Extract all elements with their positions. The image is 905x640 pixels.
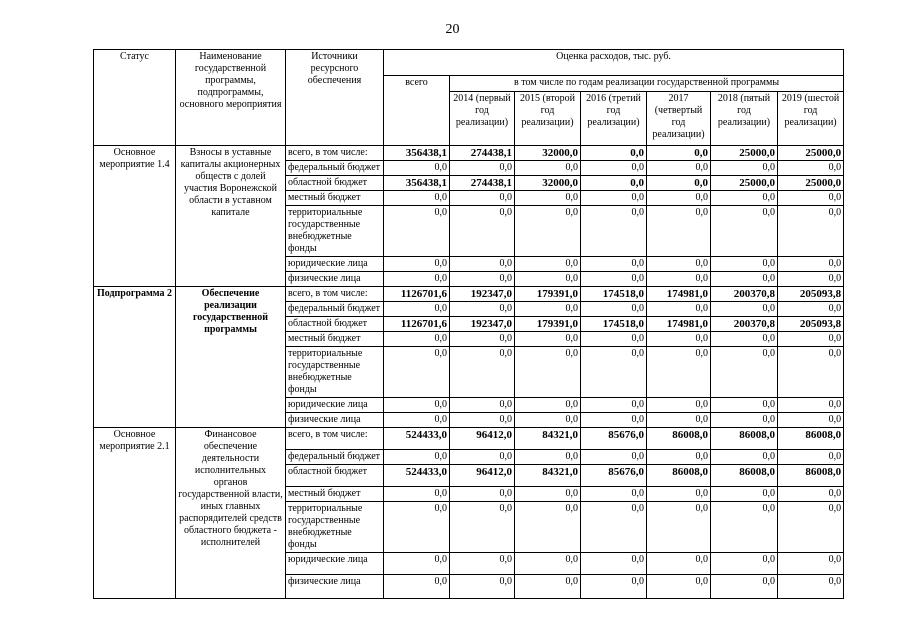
year-value-cell: 0,0 [778, 502, 844, 553]
year-value-cell: 0,0 [647, 206, 711, 257]
year-value-cell: 0,0 [711, 450, 778, 465]
total-value-cell: 356438,1 [384, 176, 450, 191]
year-value-cell: 0,0 [581, 575, 647, 599]
year-value-cell: 174981,0 [647, 317, 711, 332]
page-number: 20 [445, 22, 460, 37]
total-value-cell: 0,0 [384, 302, 450, 317]
year-value-cell: 32000,0 [515, 146, 581, 161]
year-value-cell: 0,0 [450, 347, 515, 398]
table-row [94, 287, 844, 302]
year-value-cell: 0,0 [515, 575, 581, 599]
total-value-cell: 0,0 [384, 575, 450, 599]
total-value-cell: 0,0 [384, 206, 450, 257]
year-value-cell: 0,0 [450, 553, 515, 575]
total-value-cell: 0,0 [384, 257, 450, 272]
year-value-cell: 0,0 [647, 347, 711, 398]
year-value-cell: 0,0 [581, 487, 647, 502]
header-name: Наименование государственной программы, подпрограммы, основного мероприятия [176, 50, 286, 146]
year-value-cell: 0,0 [581, 161, 647, 176]
year-value-cell: 0,0 [515, 332, 581, 347]
year-value-cell: 174981,0 [647, 287, 711, 302]
table-body [94, 50, 844, 599]
year-value-cell: 174518,0 [581, 317, 647, 332]
header-year-2019: 2019 (шестой год реализации) [778, 92, 844, 146]
year-value-cell: 0,0 [515, 487, 581, 502]
total-value-cell: 0,0 [384, 502, 450, 553]
total-value-cell: 0,0 [384, 450, 450, 465]
year-value-cell: 0,0 [647, 161, 711, 176]
source-cell: юридические лица [286, 257, 384, 272]
year-value-cell: 179391,0 [515, 317, 581, 332]
total-value-cell: 1126701,6 [384, 287, 450, 302]
status-cell: Основное мероприятие 2.1 [94, 428, 176, 599]
source-cell: территориальные государственные внебюджетные фонды [286, 502, 384, 553]
total-value-cell: 0,0 [384, 553, 450, 575]
year-value-cell: 86008,0 [647, 465, 711, 487]
year-value-cell: 0,0 [647, 332, 711, 347]
year-value-cell: 0,0 [711, 398, 778, 413]
year-value-cell: 25000,0 [778, 176, 844, 191]
year-value-cell: 0,0 [647, 487, 711, 502]
year-value-cell: 0,0 [778, 206, 844, 257]
year-value-cell: 0,0 [778, 553, 844, 575]
total-value-cell: 0,0 [384, 487, 450, 502]
year-value-cell: 0,0 [647, 191, 711, 206]
header-year-2015: 2015 (второй год реализации) [515, 92, 581, 146]
year-value-cell: 0,0 [450, 257, 515, 272]
year-value-cell: 0,0 [450, 272, 515, 287]
year-value-cell: 0,0 [647, 272, 711, 287]
year-value-cell: 0,0 [581, 332, 647, 347]
year-value-cell: 0,0 [581, 347, 647, 398]
year-value-cell: 0,0 [711, 257, 778, 272]
year-value-cell: 0,0 [450, 332, 515, 347]
year-value-cell: 0,0 [711, 332, 778, 347]
year-value-cell: 0,0 [711, 553, 778, 575]
source-cell: местный бюджет [286, 332, 384, 347]
year-value-cell: 0,0 [515, 302, 581, 317]
year-value-cell: 274438,1 [450, 176, 515, 191]
year-value-cell: 0,0 [515, 191, 581, 206]
year-value-cell: 0,0 [515, 450, 581, 465]
source-cell: юридические лица [286, 553, 384, 575]
year-value-cell: 86008,0 [711, 428, 778, 450]
year-value-cell: 179391,0 [515, 287, 581, 302]
year-value-cell: 0,0 [711, 347, 778, 398]
source-cell: территориальные государственные внебюджетные фонды [286, 206, 384, 257]
year-value-cell: 0,0 [581, 191, 647, 206]
total-value-cell: 524433,0 [384, 465, 450, 487]
total-value-cell: 0,0 [384, 332, 450, 347]
source-cell: всего, в том числе: [286, 428, 384, 450]
year-value-cell: 205093,8 [778, 287, 844, 302]
year-value-cell: 0,0 [450, 161, 515, 176]
year-value-cell: 0,0 [581, 398, 647, 413]
year-value-cell: 174518,0 [581, 287, 647, 302]
year-value-cell: 0,0 [778, 272, 844, 287]
year-value-cell: 85676,0 [581, 428, 647, 450]
year-value-cell: 0,0 [515, 257, 581, 272]
year-value-cell: 0,0 [581, 206, 647, 257]
year-value-cell: 85676,0 [581, 465, 647, 487]
year-value-cell: 0,0 [778, 413, 844, 428]
source-cell: территориальные государственные внебюджетные фонды [286, 347, 384, 398]
total-value-cell: 524433,0 [384, 428, 450, 450]
year-value-cell: 25000,0 [711, 146, 778, 161]
year-value-cell: 0,0 [778, 450, 844, 465]
source-cell: местный бюджет [286, 487, 384, 502]
year-value-cell: 0,0 [515, 206, 581, 257]
year-value-cell: 0,0 [711, 302, 778, 317]
source-cell: федеральный бюджет [286, 302, 384, 317]
year-value-cell: 0,0 [711, 413, 778, 428]
year-value-cell: 0,0 [581, 553, 647, 575]
year-value-cell: 32000,0 [515, 176, 581, 191]
year-value-cell: 0,0 [581, 413, 647, 428]
year-value-cell: 0,0 [778, 257, 844, 272]
year-value-cell: 0,0 [450, 413, 515, 428]
year-value-cell: 0,0 [450, 191, 515, 206]
source-cell: местный бюджет [286, 191, 384, 206]
year-value-cell: 192347,0 [450, 317, 515, 332]
header-sources: Источники ресурсного обеспечения [286, 50, 384, 146]
year-value-cell: 0,0 [647, 575, 711, 599]
year-value-cell: 200370,8 [711, 287, 778, 302]
source-cell: юридические лица [286, 398, 384, 413]
year-value-cell: 0,0 [778, 191, 844, 206]
year-value-cell: 0,0 [581, 302, 647, 317]
year-value-cell: 0,0 [778, 398, 844, 413]
total-value-cell: 356438,1 [384, 146, 450, 161]
year-value-cell: 0,0 [450, 575, 515, 599]
year-value-cell: 0,0 [778, 161, 844, 176]
total-value-cell: 0,0 [384, 347, 450, 398]
source-cell: физические лица [286, 272, 384, 287]
year-value-cell: 205093,8 [778, 317, 844, 332]
year-value-cell: 0,0 [450, 502, 515, 553]
header-by-years: в том числе по годам реализации государственной программы [450, 76, 844, 92]
header-status: Статус [94, 50, 176, 146]
year-value-cell: 0,0 [711, 206, 778, 257]
year-value-cell: 0,0 [450, 398, 515, 413]
source-cell: федеральный бюджет [286, 450, 384, 465]
table-row [94, 146, 844, 161]
year-value-cell: 0,0 [778, 347, 844, 398]
year-value-cell: 0,0 [647, 302, 711, 317]
total-value-cell: 0,0 [384, 191, 450, 206]
total-value-cell: 0,0 [384, 398, 450, 413]
year-value-cell: 0,0 [711, 161, 778, 176]
year-value-cell: 0,0 [778, 487, 844, 502]
year-value-cell: 0,0 [450, 302, 515, 317]
source-cell: областной бюджет [286, 317, 384, 332]
year-value-cell: 0,0 [450, 487, 515, 502]
budget-table [93, 49, 844, 599]
name-cell: Финансовое обеспечение деятельности исполнительных органов государственной власти, иных главных распорядителей средств областного бюджета - исполнителей [176, 428, 286, 599]
year-value-cell: 0,0 [711, 191, 778, 206]
year-value-cell: 0,0 [581, 502, 647, 553]
source-cell: всего, в том числе: [286, 287, 384, 302]
status-cell: Основное мероприятие 1.4 [94, 146, 176, 287]
name-cell: Взносы в уставные капиталы акционерных обществ с долей участия Воронежской области в уставном капитале [176, 146, 286, 287]
year-value-cell: 0,0 [515, 347, 581, 398]
table-row [94, 428, 844, 450]
year-value-cell: 0,0 [581, 257, 647, 272]
header-row-1 [94, 50, 844, 76]
source-cell: областной бюджет [286, 176, 384, 191]
header-total: всего [384, 76, 450, 146]
year-value-cell: 0,0 [647, 257, 711, 272]
year-value-cell: 0,0 [647, 502, 711, 553]
year-value-cell: 0,0 [515, 413, 581, 428]
header-year-2017: 2017 (четвертый год реализации) [647, 92, 711, 146]
year-value-cell: 0,0 [515, 161, 581, 176]
year-value-cell: 25000,0 [778, 146, 844, 161]
year-value-cell: 0,0 [581, 272, 647, 287]
year-value-cell: 0,0 [778, 302, 844, 317]
year-value-cell: 96412,0 [450, 428, 515, 450]
total-value-cell: 1126701,6 [384, 317, 450, 332]
source-cell: всего, в том числе: [286, 146, 384, 161]
total-value-cell: 0,0 [384, 272, 450, 287]
header-year-2018: 2018 (пятый год реализации) [711, 92, 778, 146]
year-value-cell: 0,0 [778, 575, 844, 599]
year-value-cell: 86008,0 [647, 428, 711, 450]
total-value-cell: 0,0 [384, 413, 450, 428]
year-value-cell: 0,0 [647, 450, 711, 465]
header-year-2014: 2014 (первый год реализации) [450, 92, 515, 146]
year-value-cell: 0,0 [515, 502, 581, 553]
year-value-cell: 192347,0 [450, 287, 515, 302]
year-value-cell: 200370,8 [711, 317, 778, 332]
header-year-2016: 2016 (третий год реализации) [581, 92, 647, 146]
year-value-cell: 0,0 [711, 575, 778, 599]
year-value-cell: 0,0 [581, 146, 647, 161]
year-value-cell: 84321,0 [515, 465, 581, 487]
total-value-cell: 0,0 [384, 161, 450, 176]
year-value-cell: 0,0 [647, 553, 711, 575]
year-value-cell: 96412,0 [450, 465, 515, 487]
year-value-cell: 25000,0 [711, 176, 778, 191]
name-cell: Обеспечение реализации государственной программы [176, 287, 286, 428]
year-value-cell: 0,0 [450, 450, 515, 465]
year-value-cell: 0,0 [711, 272, 778, 287]
year-value-cell: 0,0 [711, 502, 778, 553]
year-value-cell: 86008,0 [778, 465, 844, 487]
year-value-cell: 86008,0 [778, 428, 844, 450]
year-value-cell: 0,0 [581, 450, 647, 465]
year-value-cell: 0,0 [647, 176, 711, 191]
header-estimate: Оценка расходов, тыс. руб. [384, 50, 844, 76]
source-cell: физические лица [286, 575, 384, 599]
year-value-cell: 274438,1 [450, 146, 515, 161]
source-cell: федеральный бюджет [286, 161, 384, 176]
year-value-cell: 0,0 [647, 146, 711, 161]
year-value-cell: 0,0 [647, 398, 711, 413]
status-cell: Подпрограмма 2 [94, 287, 176, 428]
year-value-cell: 0,0 [450, 206, 515, 257]
year-value-cell: 0,0 [515, 272, 581, 287]
year-value-cell: 0,0 [711, 487, 778, 502]
source-cell: физические лица [286, 413, 384, 428]
year-value-cell: 0,0 [581, 176, 647, 191]
year-value-cell: 0,0 [778, 332, 844, 347]
year-value-cell: 86008,0 [711, 465, 778, 487]
year-value-cell: 0,0 [647, 413, 711, 428]
year-value-cell: 84321,0 [515, 428, 581, 450]
source-cell: областной бюджет [286, 465, 384, 487]
year-value-cell: 0,0 [515, 553, 581, 575]
year-value-cell: 0,0 [515, 398, 581, 413]
